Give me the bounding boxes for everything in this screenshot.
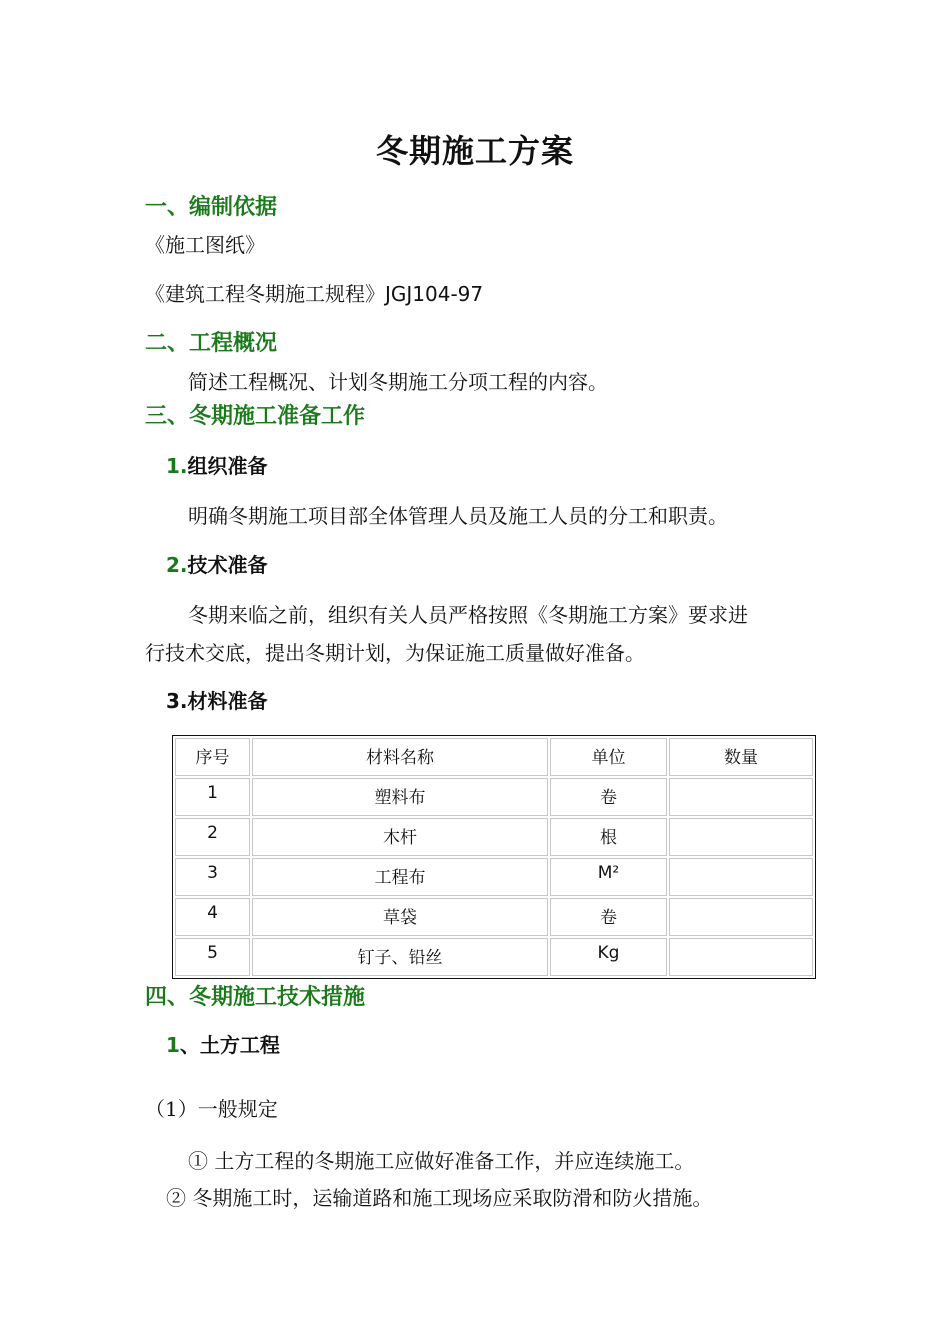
- cell-unit: Kg: [550, 938, 667, 976]
- subheading-label: 技术准备: [187, 553, 268, 577]
- regulation-name: 《建筑工程冬期施工规程》: [145, 282, 385, 306]
- cell-index: 2: [175, 818, 250, 856]
- header-cell-quantity: 数量: [669, 738, 813, 776]
- section-heading-preparation: 三、冬期施工准备工作: [145, 403, 366, 429]
- section-heading-technical-measures: 四、冬期施工技术措施: [145, 984, 366, 1010]
- cell-index: 4: [175, 898, 250, 936]
- subheading-number: 1.: [166, 454, 188, 478]
- table-header-row: [175, 738, 813, 776]
- basis-item-regulation: [145, 278, 483, 307]
- cell-unit: 根: [550, 818, 667, 856]
- section-heading-basis: 一、编制依据: [145, 194, 278, 220]
- cell-quantity: [669, 778, 813, 816]
- cell-name: 钉子、铅丝: [252, 938, 548, 976]
- subheading-number: 1: [166, 1033, 180, 1057]
- cell-name: 木杆: [252, 818, 548, 856]
- cell-unit: 卷: [550, 898, 667, 936]
- subheading-label: 材料准备: [187, 689, 268, 713]
- cell-quantity: [669, 938, 813, 976]
- cell-quantity: [669, 818, 813, 856]
- subheading-number: 2.: [166, 553, 188, 577]
- materials-table: [172, 735, 816, 979]
- subheading-label: 组织准备: [187, 454, 268, 478]
- section-heading-overview: 二、工程概况: [145, 330, 278, 356]
- table-row: [175, 818, 813, 856]
- header-cell-unit: 单位: [550, 738, 667, 776]
- basis-item-drawings: 《施工图纸》: [145, 233, 265, 257]
- cell-index: 3: [175, 858, 250, 896]
- document-title: 冬期施工方案: [375, 132, 574, 170]
- organization-text: 明确冬期施工项目部全体管理人员及施工人员的分工和职责。: [188, 504, 728, 528]
- table-row: [175, 938, 813, 976]
- general-rules-heading: （1）一般规定: [145, 1097, 278, 1121]
- header-cell-index: 序号: [175, 738, 250, 776]
- technical-text-line1: 冬期来临之前，组织有关人员严格按照《冬期施工方案》要求进: [188, 603, 748, 627]
- header-cell-name: 材料名称: [252, 738, 548, 776]
- regulation-code: JGJ104-97: [385, 282, 484, 306]
- cell-name: 工程布: [252, 858, 548, 896]
- overview-text: 简述工程概况、计划冬期施工分项工程的内容。: [188, 370, 608, 394]
- subheading-number: 3.: [166, 689, 188, 713]
- cell-quantity: [669, 898, 813, 936]
- table-row: [175, 778, 813, 816]
- cell-name: 塑料布: [252, 778, 548, 816]
- cell-unit: M²: [550, 858, 667, 896]
- subheading-label: 、土方工程: [179, 1033, 280, 1057]
- cell-quantity: [669, 858, 813, 896]
- rule-item-2: ② 冬期施工时，运输道路和施工现场应采取防滑和防火措施。: [166, 1186, 713, 1210]
- subheading-materials: [166, 685, 268, 714]
- subheading-technical: [166, 549, 268, 578]
- table-row: [175, 858, 813, 896]
- cell-index: 1: [175, 778, 250, 816]
- cell-unit: 卷: [550, 778, 667, 816]
- technical-text-line2: 行技术交底，提出冬期计划，为保证施工质量做好准备。: [145, 641, 645, 665]
- table-row: [175, 898, 813, 936]
- rule-item-1: ① 土方工程的冬期施工应做好准备工作，并应连续施工。: [188, 1149, 695, 1173]
- cell-name: 草袋: [252, 898, 548, 936]
- subheading-organization: [166, 450, 268, 479]
- cell-index: 5: [175, 938, 250, 976]
- subheading-earthwork: [166, 1029, 280, 1058]
